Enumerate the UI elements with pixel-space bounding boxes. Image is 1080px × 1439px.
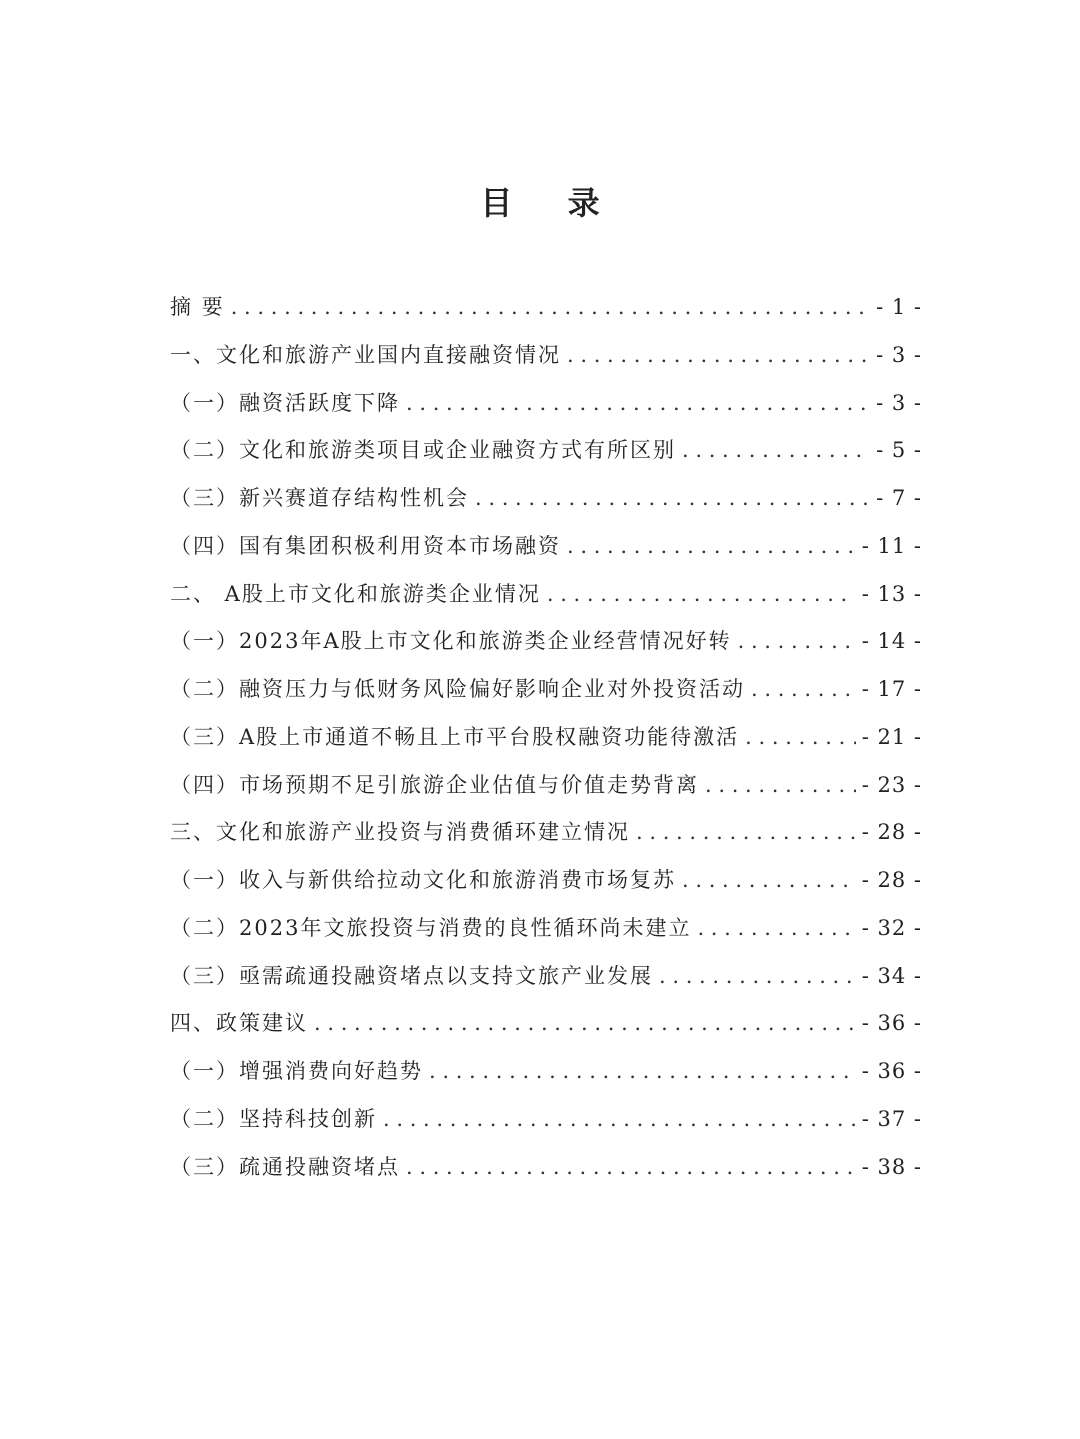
toc-leader-dots	[745, 714, 856, 762]
toc-entry-label: 四、政策建议	[170, 1011, 308, 1036]
toc-leader-dots	[547, 571, 856, 619]
toc-leader-dots	[475, 475, 870, 523]
toc-entry-page-number: - 11 -	[861, 533, 922, 558]
toc-entry-page-number: - 28 -	[861, 820, 922, 845]
toc-entry[interactable]	[170, 571, 922, 619]
toc-leader-dots	[705, 762, 856, 810]
toc-entry-page-number: - 3 -	[876, 342, 922, 367]
toc-entry[interactable]	[170, 475, 922, 523]
toc-leader-dots	[231, 284, 870, 332]
toc-entry[interactable]	[170, 953, 922, 1001]
toc-entry-page-number: - 38 -	[861, 1154, 922, 1179]
toc-entry-label: （三）疏通投融资堵点	[170, 1154, 400, 1179]
toc-entry-page-number: - 13 -	[861, 581, 922, 606]
toc-entry[interactable]	[170, 618, 922, 666]
toc-entry-label: （二）融资压力与低财务风险偏好影响企业对外投资活动	[170, 677, 745, 701]
toc-entry[interactable]	[170, 714, 922, 762]
toc-entry-label: 一、文化和旅游产业国内直接融资情况	[170, 342, 561, 367]
toc-leader-dots	[682, 427, 870, 475]
toc-entry[interactable]	[170, 427, 922, 475]
toc-entry-label: 摘 要	[170, 295, 225, 319]
toc-entry[interactable]	[170, 809, 922, 857]
toc-entry[interactable]	[170, 1096, 922, 1144]
toc-leader-dots	[738, 618, 856, 666]
toc-entry[interactable]	[170, 857, 922, 905]
toc-leader-dots	[682, 857, 856, 905]
toc-entry[interactable]	[170, 762, 922, 810]
toc-entry-label: （三）新兴赛道存结构性机会	[170, 486, 469, 510]
toc-entry-page-number: - 5 -	[876, 438, 922, 463]
toc-leader-dots	[659, 953, 856, 1001]
toc-leader-dots	[406, 1144, 856, 1192]
toc-entry-page-number: - 21 -	[861, 724, 922, 749]
toc-leader-dots	[697, 905, 855, 953]
toc-leader-dots	[751, 666, 856, 714]
toc-entry[interactable]	[170, 666, 922, 714]
toc-entry-label: （一）收入与新供给拉动文化和旅游消费市场复苏	[170, 868, 676, 892]
toc-leader-dots	[383, 1096, 856, 1144]
toc-leader-dots	[567, 523, 856, 571]
toc-entry-label: （二）2023年文旅投资与消费的良性循环尚未建立	[170, 915, 692, 940]
toc-leader-dots	[429, 1048, 856, 1096]
toc-entry-page-number: - 28 -	[861, 868, 922, 892]
toc-entry[interactable]	[170, 1000, 922, 1048]
toc-entry-label: （四）国有集团积极利用资本市场融资	[170, 533, 561, 558]
table-of-contents	[170, 284, 922, 1191]
toc-entry-page-number: - 36 -	[861, 1059, 922, 1083]
toc-entry[interactable]	[170, 1048, 922, 1096]
toc-entry-page-number: - 34 -	[861, 963, 922, 988]
toc-entry-page-number: - 36 -	[861, 1011, 922, 1036]
toc-entry-label: （三）A股上市通道不畅且上市平台股权融资功能待激活	[170, 724, 740, 749]
toc-leader-dots	[314, 1000, 856, 1048]
toc-leader-dots	[567, 332, 870, 380]
toc-entry-page-number: - 7 -	[876, 486, 922, 510]
toc-entry[interactable]	[170, 332, 922, 380]
toc-entry-label: （三）亟需疏通投融资堵点以支持文旅产业发展	[170, 963, 653, 988]
toc-entry-label: 二、 A股上市文化和旅游类企业情况	[170, 581, 541, 606]
toc-entry-page-number: - 37 -	[861, 1106, 922, 1131]
toc-entry[interactable]	[170, 905, 922, 953]
toc-entry-page-number: - 23 -	[861, 772, 922, 797]
toc-entry-label: （一）融资活跃度下降	[170, 390, 400, 415]
toc-entry-page-number: - 3 -	[876, 390, 922, 415]
toc-leader-dots	[406, 380, 870, 428]
toc-entry-label: 三、文化和旅游产业投资与消费循环建立情况	[170, 820, 630, 845]
toc-entry-page-number: - 32 -	[861, 915, 922, 940]
toc-entry-label: （一）2023年A股上市文化和旅游类企业经营情况好转	[170, 629, 732, 654]
toc-entry[interactable]	[170, 284, 922, 332]
toc-entry-page-number: - 17 -	[861, 677, 922, 701]
toc-entry-label: （二）坚持科技创新	[170, 1106, 377, 1131]
toc-entry-label: （二）文化和旅游类项目或企业融资方式有所区别	[170, 438, 676, 463]
toc-entry-page-number: - 14 -	[861, 629, 922, 654]
toc-entry-label: （四）市场预期不足引旅游企业估值与价值走势背离	[170, 772, 699, 797]
toc-entry[interactable]	[170, 380, 922, 428]
toc-entry[interactable]	[170, 1144, 922, 1192]
toc-entry-page-number: - 1 -	[876, 295, 922, 319]
toc-title: 目 录	[480, 184, 622, 222]
toc-entry-label: （一）增强消费向好趋势	[170, 1059, 423, 1083]
toc-leader-dots	[636, 809, 856, 857]
toc-entry[interactable]	[170, 523, 922, 571]
